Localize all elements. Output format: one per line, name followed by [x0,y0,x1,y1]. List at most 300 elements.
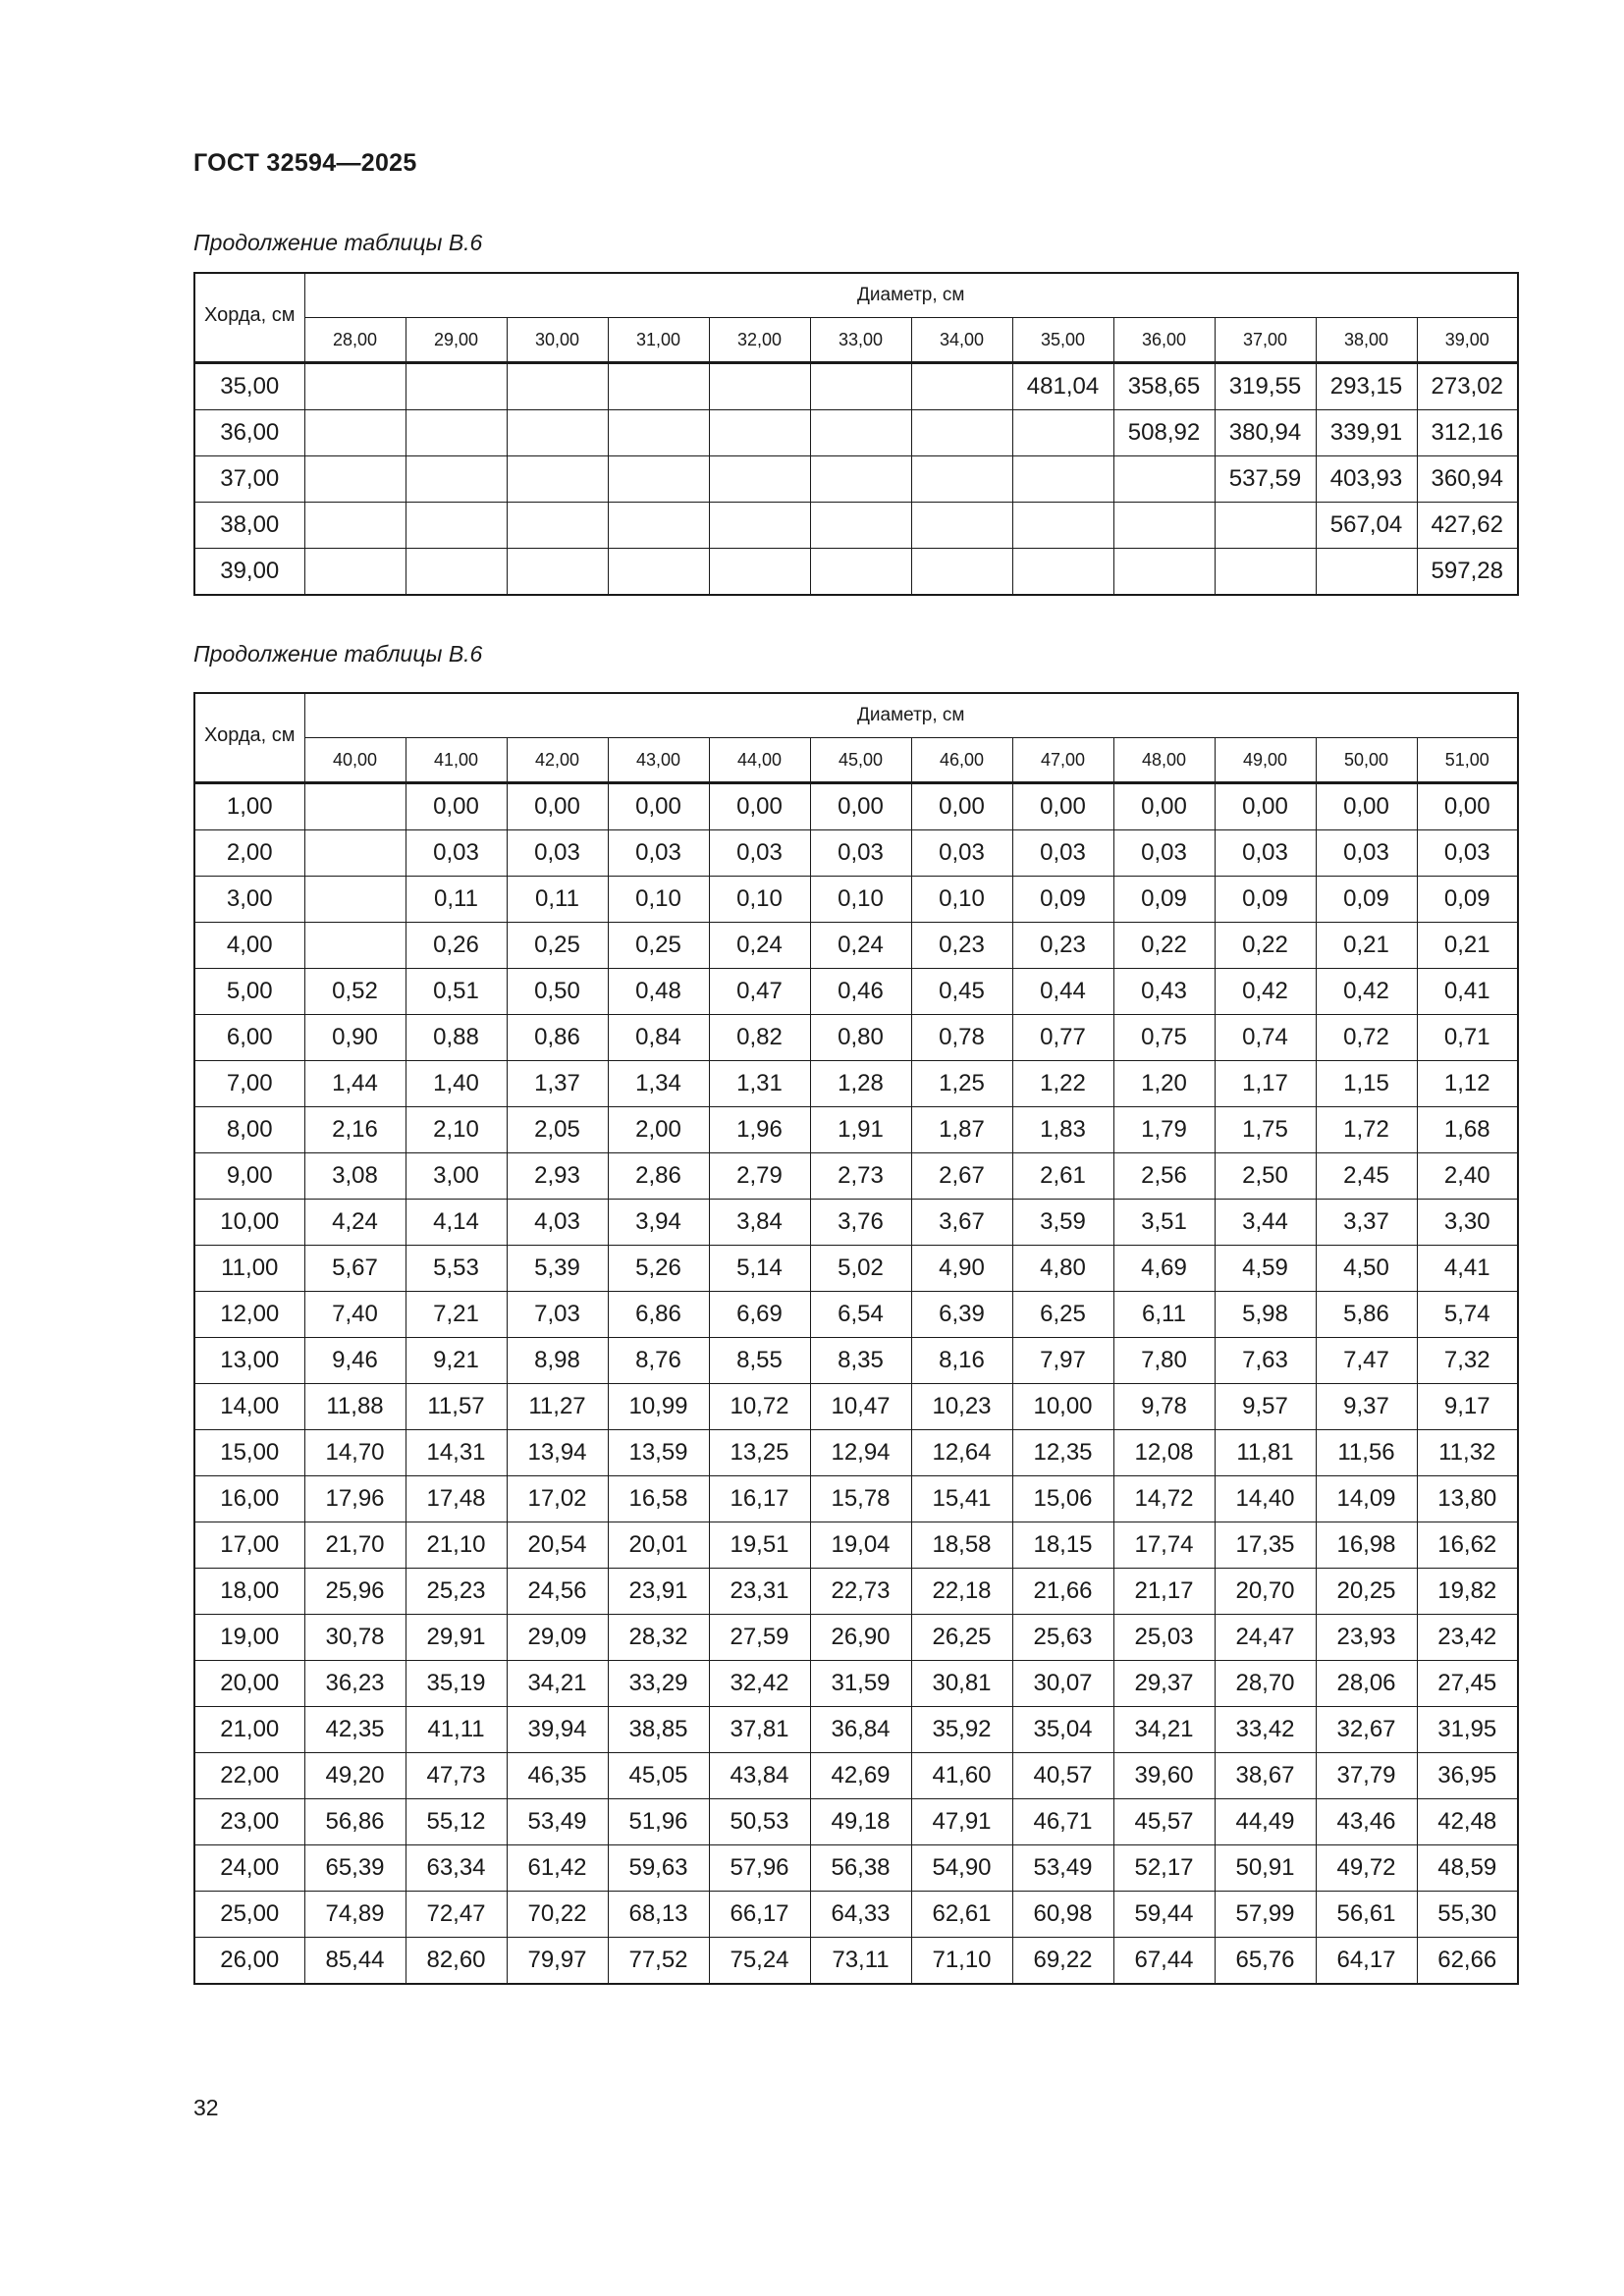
table-row [194,363,1518,410]
value-cell: 0,10 [709,877,810,923]
value-cell: 1,83 [1012,1107,1113,1153]
table-row [194,1015,1518,1061]
value-cell: 31,59 [810,1661,911,1707]
chord-cell: 11,00 [194,1246,304,1292]
value-cell: 6,54 [810,1292,911,1338]
value-cell: 0,24 [810,923,911,969]
value-cell: 0,00 [1417,783,1518,830]
value-cell [304,410,406,456]
value-cell: 49,18 [810,1799,911,1845]
value-cell [507,410,608,456]
value-cell: 0,03 [709,830,810,877]
value-cell: 40,57 [1012,1753,1113,1799]
value-cell: 6,11 [1113,1292,1215,1338]
diameter-header-cell: 47,00 [1012,738,1113,783]
value-cell: 11,88 [304,1384,406,1430]
value-cell: 54,90 [911,1845,1012,1892]
value-cell: 2,56 [1113,1153,1215,1200]
value-cell: 3,08 [304,1153,406,1200]
value-cell: 23,93 [1316,1615,1417,1661]
page-number: 32 [193,2095,219,2120]
value-cell: 273,02 [1417,363,1518,410]
value-cell [304,923,406,969]
value-cell: 17,96 [304,1476,406,1522]
value-cell [304,877,406,923]
value-cell: 29,37 [1113,1661,1215,1707]
table-a [193,272,1519,596]
value-cell: 73,11 [810,1938,911,1985]
value-cell: 0,88 [406,1015,507,1061]
value-cell: 72,47 [406,1892,507,1938]
chord-column-header: Хорда, см [194,273,304,363]
value-cell: 597,28 [1417,549,1518,596]
value-cell: 25,23 [406,1569,507,1615]
value-cell: 0,84 [608,1015,709,1061]
value-cell: 17,02 [507,1476,608,1522]
value-cell: 1,75 [1215,1107,1316,1153]
value-cell [709,503,810,549]
header-row [194,693,1518,738]
value-cell: 53,49 [1012,1845,1113,1892]
value-cell: 0,24 [709,923,810,969]
value-cell [608,363,709,410]
table-row [194,1153,1518,1200]
value-cell: 23,42 [1417,1615,1518,1661]
diameter-header-cell: 49,00 [1215,738,1316,783]
value-cell: 55,12 [406,1799,507,1845]
value-cell [709,456,810,503]
value-cell: 34,21 [507,1661,608,1707]
value-cell: 0,21 [1316,923,1417,969]
value-cell: 10,72 [709,1384,810,1430]
value-cell: 0,86 [507,1015,608,1061]
value-cell: 39,60 [1113,1753,1215,1799]
value-cell: 0,09 [1215,877,1316,923]
value-cell [1113,456,1215,503]
table-row [194,1892,1518,1938]
table-row [194,1938,1518,1985]
diameter-header-row [194,738,1518,783]
chord-cell: 19,00 [194,1615,304,1661]
chord-cell: 9,00 [194,1153,304,1200]
value-cell: 17,48 [406,1476,507,1522]
value-cell [304,549,406,596]
value-cell [911,549,1012,596]
value-cell: 7,63 [1215,1338,1316,1384]
diameter-header-cell: 37,00 [1215,318,1316,363]
value-cell: 62,66 [1417,1938,1518,1985]
value-cell: 5,14 [709,1246,810,1292]
value-cell: 12,94 [810,1430,911,1476]
value-cell: 1,79 [1113,1107,1215,1153]
value-cell: 4,14 [406,1200,507,1246]
value-cell: 0,25 [507,923,608,969]
value-cell: 23,31 [709,1569,810,1615]
value-cell: 29,91 [406,1615,507,1661]
value-cell: 11,27 [507,1384,608,1430]
value-cell: 1,22 [1012,1061,1113,1107]
value-cell: 69,22 [1012,1938,1113,1985]
value-cell: 16,58 [608,1476,709,1522]
value-cell: 380,94 [1215,410,1316,456]
value-cell: 12,35 [1012,1430,1113,1476]
value-cell: 10,00 [1012,1384,1113,1430]
value-cell [1012,410,1113,456]
value-cell: 3,44 [1215,1200,1316,1246]
value-cell: 3,59 [1012,1200,1113,1246]
value-cell: 13,59 [608,1430,709,1476]
table-a-caption: Продолжение таблицы В.6 [193,230,483,255]
diameter-header-cell: 29,00 [406,318,507,363]
value-cell: 33,29 [608,1661,709,1707]
diameter-group-header: Диаметр, см [304,273,1518,318]
value-cell [304,363,406,410]
value-cell: 2,73 [810,1153,911,1200]
value-cell: 0,25 [608,923,709,969]
diameter-header-cell: 35,00 [1012,318,1113,363]
value-cell: 293,15 [1316,363,1417,410]
value-cell: 35,92 [911,1707,1012,1753]
value-cell: 77,52 [608,1938,709,1985]
value-cell [810,410,911,456]
value-cell: 0,22 [1215,923,1316,969]
value-cell: 0,72 [1316,1015,1417,1061]
value-cell: 7,97 [1012,1338,1113,1384]
value-cell: 55,30 [1417,1892,1518,1938]
table-row [194,969,1518,1015]
value-cell: 36,84 [810,1707,911,1753]
value-cell [507,549,608,596]
value-cell: 427,62 [1417,503,1518,549]
value-cell: 0,43 [1113,969,1215,1015]
value-cell: 5,53 [406,1246,507,1292]
diameter-header-cell: 39,00 [1417,318,1518,363]
value-cell: 0,47 [709,969,810,1015]
value-cell: 0,00 [1316,783,1417,830]
value-cell [507,456,608,503]
value-cell: 19,04 [810,1522,911,1569]
chord-cell: 3,00 [194,877,304,923]
value-cell: 7,47 [1316,1338,1417,1384]
value-cell: 19,82 [1417,1569,1518,1615]
value-cell: 3,00 [406,1153,507,1200]
chord-cell: 18,00 [194,1569,304,1615]
value-cell: 85,44 [304,1938,406,1985]
value-cell: 14,72 [1113,1476,1215,1522]
value-cell: 32,67 [1316,1707,1417,1753]
value-cell: 5,67 [304,1246,406,1292]
chord-cell: 7,00 [194,1061,304,1107]
value-cell: 45,05 [608,1753,709,1799]
value-cell [810,363,911,410]
value-cell: 20,70 [1215,1569,1316,1615]
value-cell: 0,77 [1012,1015,1113,1061]
value-cell: 9,21 [406,1338,507,1384]
value-cell [406,456,507,503]
value-cell: 21,70 [304,1522,406,1569]
value-cell [709,549,810,596]
value-cell: 14,09 [1316,1476,1417,1522]
value-cell: 52,17 [1113,1845,1215,1892]
value-cell: 5,39 [507,1246,608,1292]
value-cell: 1,40 [406,1061,507,1107]
value-cell: 3,51 [1113,1200,1215,1246]
value-cell: 0,00 [1113,783,1215,830]
value-cell [911,456,1012,503]
value-cell: 0,46 [810,969,911,1015]
value-cell: 4,80 [1012,1246,1113,1292]
value-cell: 0,03 [406,830,507,877]
value-cell: 6,39 [911,1292,1012,1338]
value-cell: 0,00 [1215,783,1316,830]
value-cell [810,503,911,549]
value-cell: 5,26 [608,1246,709,1292]
table-b-caption: Продолжение таблицы В.6 [193,641,483,667]
value-cell: 0,42 [1215,969,1316,1015]
value-cell: 42,69 [810,1753,911,1799]
value-cell: 82,60 [406,1938,507,1985]
value-cell: 9,57 [1215,1384,1316,1430]
value-cell: 21,10 [406,1522,507,1569]
value-cell: 2,86 [608,1153,709,1200]
value-cell: 403,93 [1316,456,1417,503]
diameter-header-cell: 48,00 [1113,738,1215,783]
diameter-group-header: Диаметр, см [304,693,1518,738]
value-cell: 4,03 [507,1200,608,1246]
value-cell [406,410,507,456]
value-cell: 22,18 [911,1569,1012,1615]
value-cell: 2,16 [304,1107,406,1153]
value-cell: 0,74 [1215,1015,1316,1061]
value-cell: 37,79 [1316,1753,1417,1799]
value-cell: 50,53 [709,1799,810,1845]
value-cell [608,456,709,503]
table-row [194,456,1518,503]
value-cell: 0,11 [406,877,507,923]
value-cell [406,363,507,410]
diameter-header-cell: 51,00 [1417,738,1518,783]
value-cell: 3,94 [608,1200,709,1246]
chord-cell: 39,00 [194,549,304,596]
value-cell: 13,94 [507,1430,608,1476]
value-cell [911,503,1012,549]
value-cell: 48,59 [1417,1845,1518,1892]
diameter-header-cell: 33,00 [810,318,911,363]
table-row [194,549,1518,596]
table-row [194,877,1518,923]
value-cell: 41,60 [911,1753,1012,1799]
value-cell: 61,42 [507,1845,608,1892]
value-cell: 25,03 [1113,1615,1215,1661]
value-cell: 30,78 [304,1615,406,1661]
value-cell: 33,42 [1215,1707,1316,1753]
value-cell: 0,21 [1417,923,1518,969]
table-row [194,1661,1518,1707]
value-cell: 0,03 [1113,830,1215,877]
value-cell: 67,44 [1113,1938,1215,1985]
value-cell [709,410,810,456]
value-cell: 0,09 [1012,877,1113,923]
value-cell: 0,51 [406,969,507,1015]
value-cell: 3,84 [709,1200,810,1246]
value-cell: 17,35 [1215,1522,1316,1569]
value-cell [810,456,911,503]
value-cell: 30,07 [1012,1661,1113,1707]
table-row [194,1292,1518,1338]
diameter-header-cell: 46,00 [911,738,1012,783]
value-cell: 37,81 [709,1707,810,1753]
value-cell: 64,33 [810,1892,911,1938]
value-cell: 4,50 [1316,1246,1417,1292]
value-cell: 65,39 [304,1845,406,1892]
table-row [194,1107,1518,1153]
value-cell: 28,70 [1215,1661,1316,1707]
value-cell: 49,72 [1316,1845,1417,1892]
value-cell: 10,99 [608,1384,709,1430]
value-cell: 2,40 [1417,1153,1518,1200]
value-cell [911,410,1012,456]
value-cell: 358,65 [1113,363,1215,410]
value-cell: 1,28 [810,1061,911,1107]
chord-cell: 26,00 [194,1938,304,1985]
value-cell: 1,37 [507,1061,608,1107]
chord-cell: 12,00 [194,1292,304,1338]
value-cell: 11,57 [406,1384,507,1430]
value-cell: 7,32 [1417,1338,1518,1384]
value-cell: 20,25 [1316,1569,1417,1615]
value-cell: 6,69 [709,1292,810,1338]
value-cell: 2,10 [406,1107,507,1153]
table-row [194,410,1518,456]
value-cell: 75,24 [709,1938,810,1985]
table-row [194,503,1518,549]
value-cell: 71,10 [911,1938,1012,1985]
diameter-header-cell: 38,00 [1316,318,1417,363]
chord-cell: 24,00 [194,1845,304,1892]
value-cell: 7,40 [304,1292,406,1338]
value-cell: 13,25 [709,1430,810,1476]
table-row [194,1707,1518,1753]
value-cell: 0,26 [406,923,507,969]
value-cell: 0,03 [608,830,709,877]
value-cell: 8,16 [911,1338,1012,1384]
value-cell: 0,03 [1417,830,1518,877]
chord-cell: 38,00 [194,503,304,549]
chord-cell: 1,00 [194,783,304,830]
value-cell: 0,03 [810,830,911,877]
value-cell: 18,58 [911,1522,1012,1569]
value-cell: 0,50 [507,969,608,1015]
value-cell: 23,91 [608,1569,709,1615]
diameter-header-cell: 32,00 [709,318,810,363]
chord-cell: 10,00 [194,1200,304,1246]
value-cell: 11,32 [1417,1430,1518,1476]
chord-cell: 36,00 [194,410,304,456]
header-row [194,273,1518,318]
value-cell: 32,42 [709,1661,810,1707]
value-cell [304,503,406,549]
chord-cell: 21,00 [194,1707,304,1753]
value-cell: 3,37 [1316,1200,1417,1246]
value-cell [608,410,709,456]
value-cell [1113,549,1215,596]
value-cell: 8,98 [507,1338,608,1384]
value-cell: 537,59 [1215,456,1316,503]
value-cell: 59,44 [1113,1892,1215,1938]
chord-cell: 2,00 [194,830,304,877]
value-cell: 17,74 [1113,1522,1215,1569]
chord-cell: 35,00 [194,363,304,410]
value-cell: 63,34 [406,1845,507,1892]
table-row [194,1522,1518,1569]
chord-cell: 25,00 [194,1892,304,1938]
value-cell: 57,96 [709,1845,810,1892]
value-cell: 36,95 [1417,1753,1518,1799]
table-row [194,830,1518,877]
value-cell: 1,68 [1417,1107,1518,1153]
value-cell: 50,91 [1215,1845,1316,1892]
value-cell: 1,44 [304,1061,406,1107]
value-cell: 9,78 [1113,1384,1215,1430]
chord-cell: 6,00 [194,1015,304,1061]
value-cell: 4,90 [911,1246,1012,1292]
value-cell: 39,94 [507,1707,608,1753]
value-cell: 43,46 [1316,1799,1417,1845]
value-cell: 9,37 [1316,1384,1417,1430]
value-cell: 1,72 [1316,1107,1417,1153]
value-cell: 4,69 [1113,1246,1215,1292]
value-cell: 0,00 [406,783,507,830]
value-cell [608,549,709,596]
value-cell: 2,45 [1316,1153,1417,1200]
value-cell: 312,16 [1417,410,1518,456]
value-cell: 0,11 [507,877,608,923]
value-cell: 0,23 [911,923,1012,969]
value-cell: 0,44 [1012,969,1113,1015]
value-cell: 0,00 [810,783,911,830]
chord-cell: 23,00 [194,1799,304,1845]
value-cell: 38,85 [608,1707,709,1753]
value-cell [1012,549,1113,596]
diameter-header-cell: 45,00 [810,738,911,783]
value-cell: 56,38 [810,1845,911,1892]
table-row [194,1476,1518,1522]
diameter-header-cell: 41,00 [406,738,507,783]
value-cell: 30,81 [911,1661,1012,1707]
value-cell: 0,23 [1012,923,1113,969]
value-cell: 8,55 [709,1338,810,1384]
value-cell: 57,99 [1215,1892,1316,1938]
value-cell: 0,03 [1012,830,1113,877]
value-cell: 1,20 [1113,1061,1215,1107]
value-cell: 20,01 [608,1522,709,1569]
chord-cell: 4,00 [194,923,304,969]
value-cell: 3,76 [810,1200,911,1246]
table-row [194,1200,1518,1246]
value-cell: 1,31 [709,1061,810,1107]
diameter-header-cell: 50,00 [1316,738,1417,783]
diameter-header-cell: 28,00 [304,318,406,363]
table-row [194,1569,1518,1615]
value-cell: 65,76 [1215,1938,1316,1985]
value-cell: 0,90 [304,1015,406,1061]
chord-cell: 13,00 [194,1338,304,1384]
value-cell [911,363,1012,410]
value-cell: 0,09 [1417,877,1518,923]
value-cell: 19,51 [709,1522,810,1569]
diameter-header-cell: 43,00 [608,738,709,783]
value-cell: 1,15 [1316,1061,1417,1107]
